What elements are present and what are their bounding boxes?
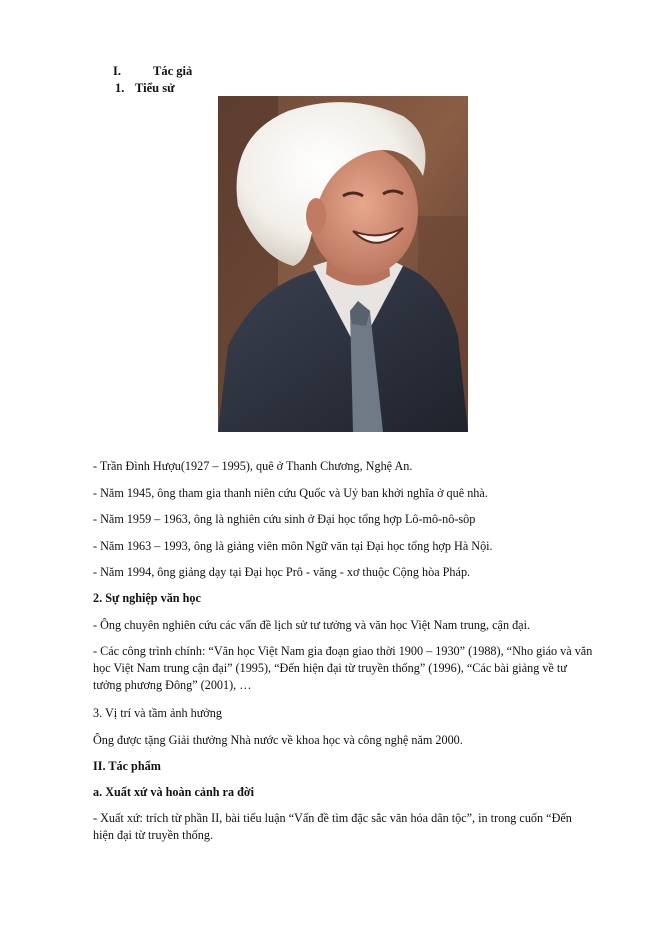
position-paragraph: Ông được tặng Giải thưởng Nhà nước về khoa học và công nghệ năm 2000. bbox=[93, 733, 463, 747]
subsection-number: 1. bbox=[115, 81, 125, 95]
bio-line-2: - Năm 1945, ông tham gia thanh niên cứu Quốc và Uỷ ban khởi nghĩa ở quê nhà. bbox=[93, 486, 488, 500]
bio-line-1: - Trần Đình Hượu(1927 – 1995), quê ở Thanh Chương, Nghệ An. bbox=[93, 459, 413, 473]
bio-line-3: - Năm 1959 – 1963, ông là nghiên cứu sinh ở Đại học tổng hợp Lô-mô-nô-sôp bbox=[93, 512, 476, 526]
subsection-title: Tiểu sử bbox=[135, 81, 175, 95]
bio-line-4: - Năm 1963 – 1993, ông là giảng viên môn Ngữ văn tại Đại học tổng hợp Hà Nội. bbox=[93, 539, 493, 553]
career-paragraph-1: - Ông chuyên nghiên cứu các vấn đề lịch sử tư tưởng và văn học Việt Nam trung, cận đại. bbox=[93, 618, 531, 632]
career-paragraph-2: - Các công trình chính: “Văn học Việt Nam gia đoạn giao thời 1900 – 1930” (1988), “Nho giáo và văn học Việt Nam trung cận đại” (1995), “Đến hiện đại từ truyền thống” (1996), “Các bài giảng về tư tưởng phương Đông” (2001), … bbox=[93, 644, 593, 692]
portrait-illustration bbox=[218, 96, 468, 432]
section-heading-author bbox=[113, 63, 192, 79]
work-origin-paragraph: - Xuất xứ: trích từ phần II, bài tiểu luận “Vấn đề tìm đặc sắc văn hóa dân tộc”, in trong cuốn “Đến hiện đại từ truyền thống. bbox=[93, 811, 572, 842]
section-title: Tác giả bbox=[153, 64, 193, 78]
bio-line-5: - Năm 1994, ông giảng dạy tại Đại học Prô - văng - xơ thuộc Cộng hòa Pháp. bbox=[93, 565, 471, 579]
author-portrait-photo bbox=[218, 96, 468, 432]
position-heading: 3. Vị trí và tầm ảnh hưởng bbox=[93, 706, 222, 720]
work-heading: II. Tác phẩm bbox=[93, 759, 161, 773]
career-heading: 2. Sự nghiệp văn học bbox=[93, 591, 201, 605]
work-subheading: a. Xuất xứ và hoàn cảnh ra đời bbox=[93, 785, 255, 799]
subsection-heading-biography bbox=[115, 80, 175, 96]
section-number: I. bbox=[113, 64, 121, 78]
